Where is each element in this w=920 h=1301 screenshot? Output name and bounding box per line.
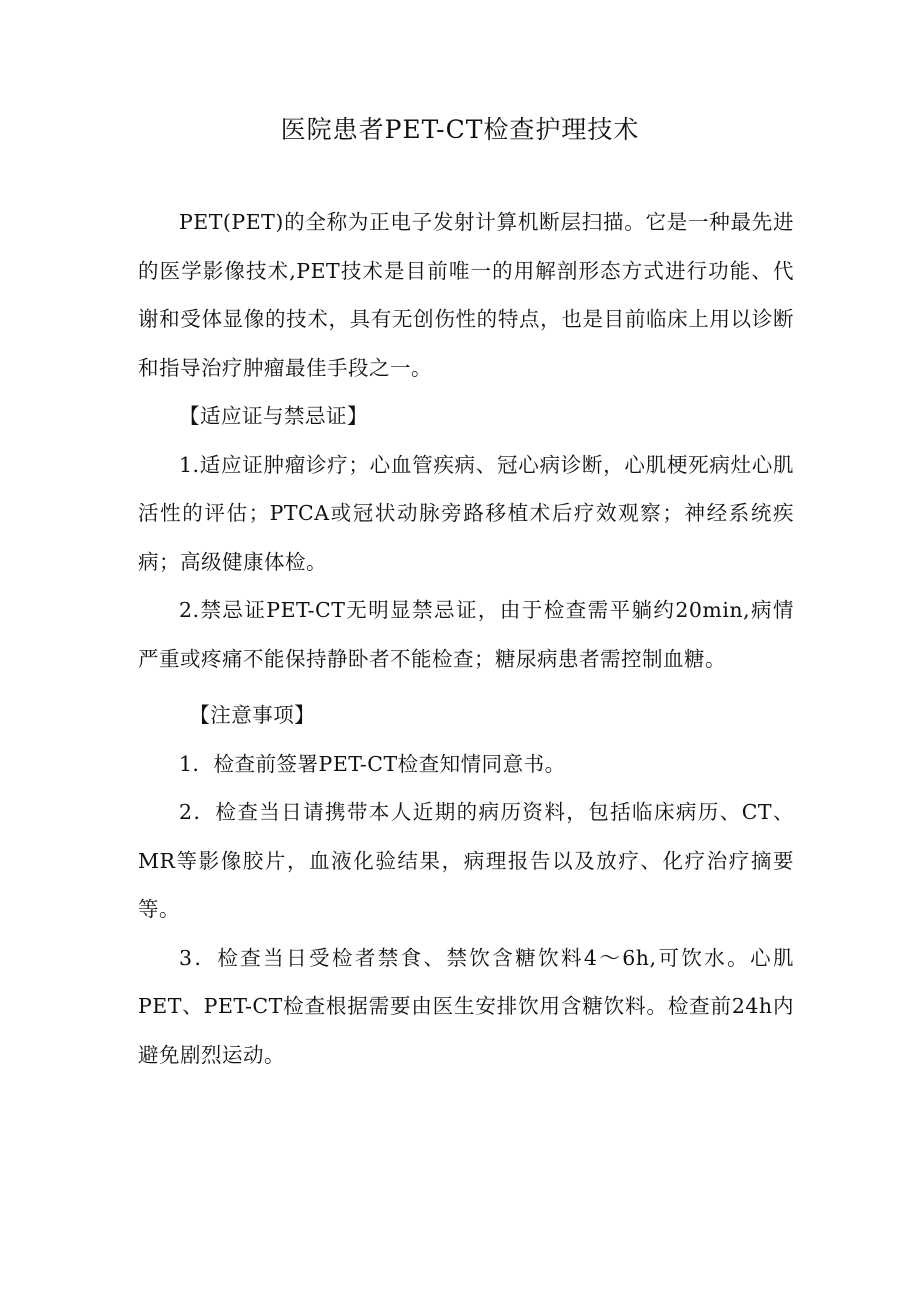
indications-item-1: 1.适应证肿瘤诊疗；心血管疾病、冠心病诊断，心肌梗死病灶心肌活性的评估；PTCA或冠状动脉旁路移植术后疗效观察；神经系统疾病；高级健康体检。 [138,452,794,574]
notes-item-3: 3．检查当日受检者禁食、禁饮含糖饮料4～6h,可饮水。心肌PET、PET-CT检查根据需要由医生安排饮用含糖饮料。检查前24h内避免剧烈运动。 [138,945,794,1067]
intro-paragraph: PET(PET)的全称为正电子发射计算机断层扫描。它是一种最先进的医学影像技术,PET技术是目前唯一的用解剖形态方式进行功能、代谢和受体显像的技术，具有无创伤性的特点，也是目前临床上用以诊断和指导治疗肿瘤最佳手段之一。 [138,210,794,380]
section-heading-indications: 【适应证与禁忌证】 [179,404,368,428]
notes-item-2: 2．检查当日请携带本人近期的病历资料，包括临床病历、CT、MR等影像胶片，血液化验结果，病理报告以及放疗、化疗治疗摘要等。 [138,800,794,921]
notes-item-1: 1．检查前签署PET-CT检查知情同意书。 [179,751,566,776]
indications-item-2: 2.禁忌证PET-CT无明显禁忌证，由于检查需平躺约20min,病情严重或疼痛不能保持静卧者不能检查；糖尿病患者需控制血糖。 [138,598,794,671]
document-title: 医院患者PET-CT检查护理技术 [280,115,640,144]
document-body [138,198,794,1079]
section-heading-notes: 【注意事项】 [189,703,316,727]
